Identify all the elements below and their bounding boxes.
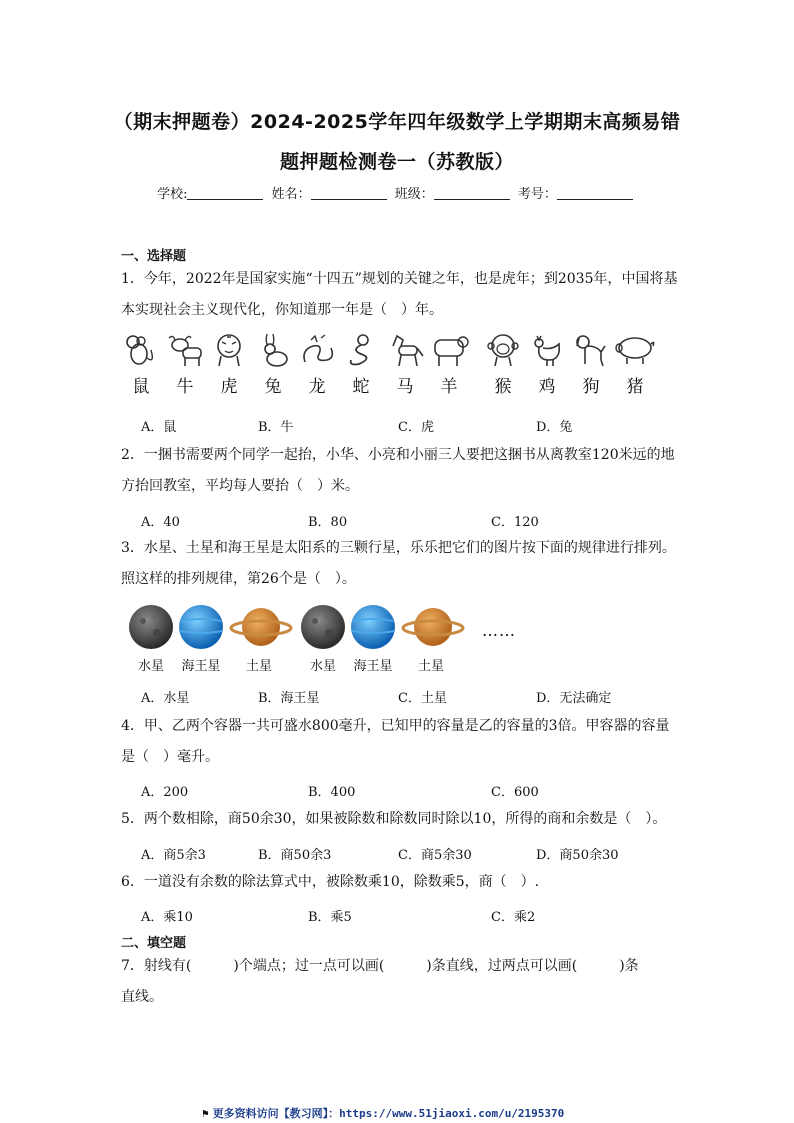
option-b[interactable]: B．海王星 bbox=[258, 691, 320, 706]
exam-number-label: 考号： bbox=[517, 187, 557, 202]
zodiac-ox bbox=[163, 332, 207, 402]
planet-neptune bbox=[343, 603, 403, 679]
zodiac-label: 鸡 bbox=[538, 377, 556, 397]
question-5-options bbox=[141, 844, 681, 864]
option-a[interactable]: A．200 bbox=[141, 785, 189, 800]
question-1 bbox=[121, 264, 681, 326]
mercury-icon bbox=[299, 603, 347, 651]
school-blank bbox=[187, 185, 263, 200]
question-2-options bbox=[141, 511, 681, 531]
zodiac-monkey bbox=[481, 332, 525, 402]
option-c[interactable]: C．乘2 bbox=[491, 910, 536, 925]
option-b[interactable]: B．乘5 bbox=[308, 910, 352, 925]
question-5-line1: 5．两个数相除，商50余30，如果被除数和除数同时除以10，所得的商和余数是（ ）。 bbox=[121, 811, 667, 827]
zodiac-rabbit bbox=[251, 332, 295, 402]
option-a[interactable]: A．水星 bbox=[141, 691, 190, 706]
dragon-icon bbox=[297, 332, 337, 368]
monkey-icon bbox=[483, 332, 523, 368]
planet-label: 海王星 bbox=[353, 659, 393, 674]
zodiac-pig bbox=[613, 332, 657, 402]
question-2 bbox=[121, 440, 681, 502]
class-label: 班级： bbox=[394, 187, 434, 202]
question-4-line1: 4．甲、乙两个容器一共可盛水800毫升，已知甲的容量是乙的容量的3倍。甲容器的容量 bbox=[121, 718, 670, 734]
exam-title-line1: （期末押题卷）2024-2025学年四年级数学上学期期末高频易错 bbox=[113, 111, 681, 133]
sequence-ellipsis: …… bbox=[482, 621, 516, 640]
exam-title-line2: 题押题检测卷一（苏教版） bbox=[279, 151, 514, 173]
question-7-line2: 直线。 bbox=[121, 989, 163, 1005]
zodiac-label: 蛇 bbox=[352, 377, 370, 397]
question-7-line1: 7．射线有( )个端点；过一点可以画( )条直线，过两点可以画( )条 bbox=[121, 958, 639, 974]
question-7 bbox=[121, 951, 681, 1013]
saturn-icon bbox=[229, 603, 293, 651]
zodiac-sheep bbox=[427, 332, 471, 402]
zodiac-rat bbox=[119, 332, 163, 402]
planet-saturn bbox=[401, 603, 461, 679]
question-6-line1: 6．一道没有余数的除法算式中，被除数乘10，除数乘5，商（ ）. bbox=[121, 874, 540, 890]
option-a[interactable]: A．鼠 bbox=[141, 420, 177, 435]
neptune-icon bbox=[349, 603, 397, 651]
name-blank bbox=[311, 185, 387, 200]
question-3-line1: 3．水星、土星和海王星是太阳系的三颗行星，乐乐把它们的图片按下面的规律进行排列。 bbox=[121, 540, 676, 556]
question-2-line2: 方抬回教室，平均每人要抬（ ）米。 bbox=[121, 478, 359, 494]
option-a[interactable]: A．商5余3 bbox=[141, 848, 206, 863]
horse-icon bbox=[385, 332, 425, 368]
footer-link[interactable]: 更多资料访问【教习网】：https://www.51jiaoxi.com/u/2195370 bbox=[212, 1107, 565, 1120]
option-b[interactable]: B．400 bbox=[308, 785, 356, 800]
planet-neptune bbox=[171, 603, 231, 679]
planet-sequence bbox=[121, 603, 541, 679]
planet-label: 海王星 bbox=[181, 659, 221, 674]
saturn-icon bbox=[401, 603, 465, 651]
rabbit-icon bbox=[253, 332, 293, 368]
zodiac-label: 虎 bbox=[220, 377, 238, 397]
section-title-choice: 一、选择题 bbox=[121, 249, 187, 264]
option-b[interactable]: B．牛 bbox=[258, 420, 294, 435]
zodiac-illustration bbox=[121, 332, 661, 402]
question-6-options bbox=[141, 906, 681, 926]
question-4-options bbox=[141, 781, 681, 801]
ox-icon bbox=[163, 332, 207, 368]
mercury-icon bbox=[127, 603, 175, 651]
question-6 bbox=[121, 867, 681, 898]
planet-label: 土星 bbox=[245, 659, 272, 674]
question-2-line1: 2．一捆书需要两个同学一起抬，小华、小亮和小丽三人要把这捆书从离教室120米远的地 bbox=[121, 447, 675, 463]
exam-number-blank bbox=[557, 185, 633, 200]
zodiac-label: 羊 bbox=[440, 377, 458, 397]
zodiac-label: 兔 bbox=[264, 377, 282, 397]
zodiac-tiger bbox=[207, 332, 251, 402]
question-3-options bbox=[141, 687, 681, 707]
school-label: 学校: bbox=[157, 187, 188, 202]
zodiac-horse bbox=[383, 332, 427, 402]
option-d[interactable]: D．无法确定 bbox=[536, 691, 612, 706]
planet-label: 水星 bbox=[309, 659, 336, 674]
planet-label: 水星 bbox=[137, 659, 164, 674]
tiger-icon bbox=[209, 332, 249, 368]
option-a[interactable]: A．乘10 bbox=[141, 910, 193, 925]
option-d[interactable]: D．兔 bbox=[536, 420, 573, 435]
sheep-icon bbox=[427, 332, 471, 368]
option-d[interactable]: D．商50余30 bbox=[536, 848, 619, 863]
question-1-line2: 本实现社会主义现代化，你知道那一年是（ ）年。 bbox=[121, 302, 443, 318]
question-3 bbox=[121, 533, 681, 595]
neptune-icon bbox=[177, 603, 225, 651]
name-label: 姓名： bbox=[271, 187, 311, 202]
zodiac-snake bbox=[339, 332, 383, 402]
rooster-icon bbox=[527, 332, 567, 368]
section-title-fill-blank: 二、填空题 bbox=[121, 936, 187, 951]
zodiac-label: 鼠 bbox=[132, 377, 150, 397]
option-b[interactable]: B．商50余3 bbox=[258, 848, 332, 863]
option-c[interactable]: C．虎 bbox=[398, 420, 434, 435]
option-c[interactable]: C．600 bbox=[491, 785, 539, 800]
zodiac-dog bbox=[569, 332, 613, 402]
question-4-line2: 是（ ）毫升。 bbox=[121, 749, 219, 765]
zodiac-label: 马 bbox=[396, 377, 414, 397]
planet-saturn bbox=[229, 603, 289, 679]
zodiac-label: 牛 bbox=[176, 377, 194, 397]
class-blank bbox=[434, 185, 510, 200]
student-info-row bbox=[60, 183, 734, 202]
flag-icon: ⚑ bbox=[202, 1107, 209, 1120]
question-3-line2: 照这样的排列规律，第26个是（ ）。 bbox=[121, 571, 356, 587]
option-a[interactable]: A．40 bbox=[141, 515, 180, 530]
question-1-line1: 1．今年，2022年是国家实施“十四五”规划的关键之年，也是虎年；到2035年，中国将基 bbox=[121, 271, 678, 287]
option-c[interactable]: C．120 bbox=[491, 515, 539, 530]
page-footer bbox=[202, 1105, 564, 1121]
zodiac-label: 猴 bbox=[494, 377, 512, 397]
option-b[interactable]: B．80 bbox=[308, 515, 348, 530]
zodiac-label: 龙 bbox=[308, 377, 326, 397]
pig-icon bbox=[613, 332, 657, 368]
option-c[interactable]: C．土星 bbox=[398, 691, 447, 706]
question-1-options bbox=[141, 416, 681, 436]
zodiac-label: 狗 bbox=[582, 377, 600, 397]
rat-icon bbox=[121, 332, 161, 368]
zodiac-rooster bbox=[525, 332, 569, 402]
dog-icon bbox=[571, 332, 611, 368]
question-4 bbox=[121, 711, 681, 773]
question-5 bbox=[121, 804, 681, 835]
planet-label: 土星 bbox=[417, 659, 444, 674]
snake-icon bbox=[341, 332, 381, 368]
option-c[interactable]: C．商5余30 bbox=[398, 848, 472, 863]
zodiac-label: 猪 bbox=[626, 377, 644, 397]
zodiac-dragon bbox=[295, 332, 339, 402]
